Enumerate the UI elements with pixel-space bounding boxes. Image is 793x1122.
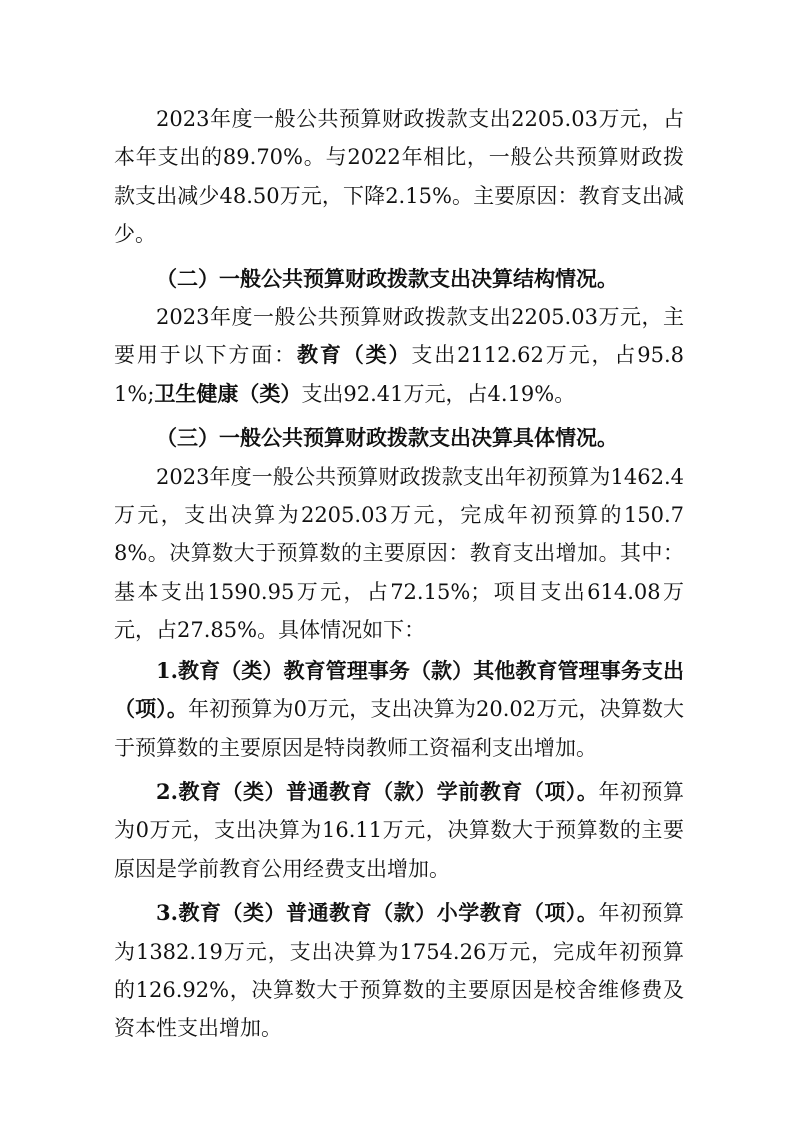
detail-item-3 bbox=[114, 894, 684, 1048]
section-heading-details: （三）一般公共预算财政拨款支出决算具体情况。 bbox=[156, 425, 618, 451]
education-category-text: 支出2112.62万元，占95.81%; bbox=[114, 343, 685, 406]
detail-item-1 bbox=[114, 652, 684, 767]
detail-item-text: 年初预算为1382.19万元，支出决算为1754.26万元，完成年初预算的126.92%，决算数大于预算数的主要原因是校舍维修费及资本性支出增加。 bbox=[114, 901, 685, 1041]
detail-item-text: 年初预算为0万元，支出决算为20.02万元，决算数大于预算数的主要原因是特岗教师工资福利支出增加。 bbox=[114, 697, 684, 760]
health-category-label: 卫生健康（类） bbox=[154, 380, 302, 406]
paragraph-expenditure-details: 2023年度一般公共预算财政拨款支出年初预算为1462.4万元，支出决算为2205.03万元，完成年初预算的150.78%。决算数大于预算数的主要原因：教育支出增加。其中：基本支出1590.95万元，占72.15%；项目支出614.08万元，占27.85%。具体情况如下： bbox=[114, 464, 684, 643]
structure-lead-text: 2023年度一般公共预算财政拨款支出2205.03万元，主要用于以下方面： bbox=[114, 305, 684, 368]
detail-item-title: 2.教育（类）普通教育（款）学前教育（项）。 bbox=[156, 778, 599, 804]
detail-item-title: 1.教育（类）教育管理事务（款）其他教育管理事务支出（项）。 bbox=[114, 657, 684, 722]
paragraph-expenditure-structure bbox=[114, 298, 684, 413]
health-category-text: 支出92.41万元，占4.19%。 bbox=[301, 381, 576, 406]
document-page bbox=[114, 100, 684, 1054]
paragraph-expenditure-summary: 2023年度一般公共预算财政拨款支出2205.03万元，占本年支出的89.70%。与2022年相比，一般公共预算财政拨款支出减少48.50万元，下降2.15%。主要原因：教育支出减少。 bbox=[114, 107, 684, 247]
detail-item-title: 3.教育（类）普通教育（款）小学教育（项）。 bbox=[156, 900, 599, 926]
education-category-label: 教育（类） bbox=[296, 342, 412, 368]
detail-item-text: 年初预算为0万元，支出决算为16.11万元，决算数大于预算数的主要原因是学前教育公用经费支出增加。 bbox=[114, 779, 685, 881]
detail-item-2 bbox=[114, 773, 684, 888]
section-heading-structure: （二）一般公共预算财政拨款支出决算结构情况。 bbox=[156, 265, 618, 291]
